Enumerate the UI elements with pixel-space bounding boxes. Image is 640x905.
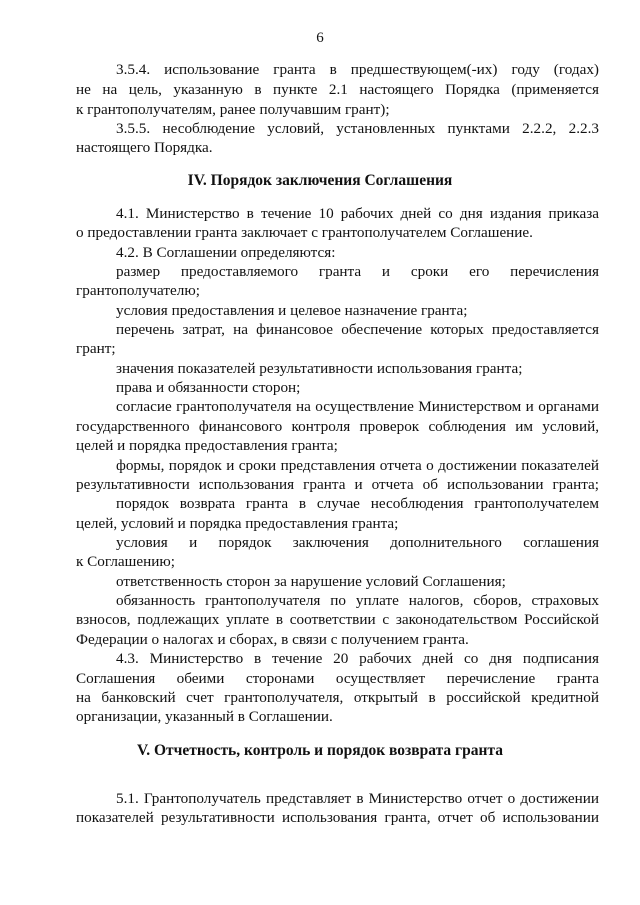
- section-heading: IV. Порядок заключения Соглашения: [187, 172, 453, 189]
- text-line: Федерации о налогах и сборах, в связи с получением гранта.: [76, 631, 469, 648]
- text-line: перечень затрат, на финансовое обеспечение которых предоставляется: [116, 321, 599, 338]
- text-line: 3.5.5. несоблюдение условий, установленных пунктами 2.2.2, 2.2.3: [116, 120, 599, 137]
- section-heading: V. Отчетность, контроль и порядок возврата гранта: [137, 742, 503, 759]
- page-number: 6: [316, 30, 324, 46]
- text-line: 4.2. В Соглашении определяются:: [116, 244, 336, 261]
- text-line: формы, порядок и сроки представления отчета о достижении показателей: [116, 457, 599, 474]
- text-line: грант;: [76, 340, 116, 357]
- text-line: к грантополучателям, ранее получавшим грант);: [76, 101, 390, 118]
- text-line: обязанность грантополучателя по уплате налогов, сборов, страховых: [116, 592, 599, 609]
- text-line: целей, условий и порядка предоставления гранта;: [76, 515, 399, 532]
- text-line: условия и порядок заключения дополнительного соглашения: [116, 534, 599, 551]
- text-line: не на цель, указанную в пункте 2.1 настоящего Порядка (применяется: [76, 81, 599, 98]
- text-line: на банковский счет грантополучателя, открытый в российской кредитной: [76, 689, 599, 706]
- text-line: 3.5.4. использование гранта в предшествующем(-их) году (годах): [116, 61, 599, 78]
- text-line: 4.3. Министерство в течение 20 рабочих дней со дня подписания: [116, 650, 599, 667]
- text-line: государственного финансового контроля проверок соблюдения им условий,: [76, 418, 599, 435]
- text-line: 4.1. Министерство в течение 10 рабочих дней со дня издания приказа: [116, 205, 599, 222]
- text-line: настоящего Порядка.: [76, 139, 213, 156]
- text-line: показателей результативности использования гранта, отчет об использовании: [76, 809, 599, 826]
- text-line: значения показателей результативности использования гранта;: [116, 360, 523, 377]
- text-line: о предоставлении гранта заключает с грантополучателем Соглашение.: [76, 224, 533, 241]
- text-line: условия предоставления и целевое назначение гранта;: [116, 302, 468, 319]
- text-line: размер предоставляемого гранта и сроки его перечисления: [116, 263, 599, 280]
- text-line: целей и порядка предоставления гранта;: [76, 437, 338, 454]
- text-line: грантополучателю;: [76, 282, 200, 299]
- text-line: 5.1. Грантополучатель представляет в Министерство отчет о достижении: [116, 790, 599, 807]
- text-line: взносов, подлежащих уплате в соответствии с законодательством Российской: [76, 611, 599, 628]
- text-line: организации, указанный в Соглашении.: [76, 708, 333, 725]
- text-line: Соглашения обеими сторонами осуществляет перечисление гранта: [76, 670, 599, 687]
- text-line: права и обязанности сторон;: [116, 379, 301, 396]
- text-line: результативности использования гранта и отчета об использовании гранта;: [76, 476, 599, 493]
- text-line: согласие грантополучателя на осуществление Министерством и органами: [116, 398, 599, 415]
- text-line: ответственность сторон за нарушение условий Соглашения;: [116, 573, 506, 590]
- text-line: к Соглашению;: [76, 553, 175, 570]
- text-line: порядок возврата гранта в случае несоблюдения грантополучателем: [116, 495, 599, 512]
